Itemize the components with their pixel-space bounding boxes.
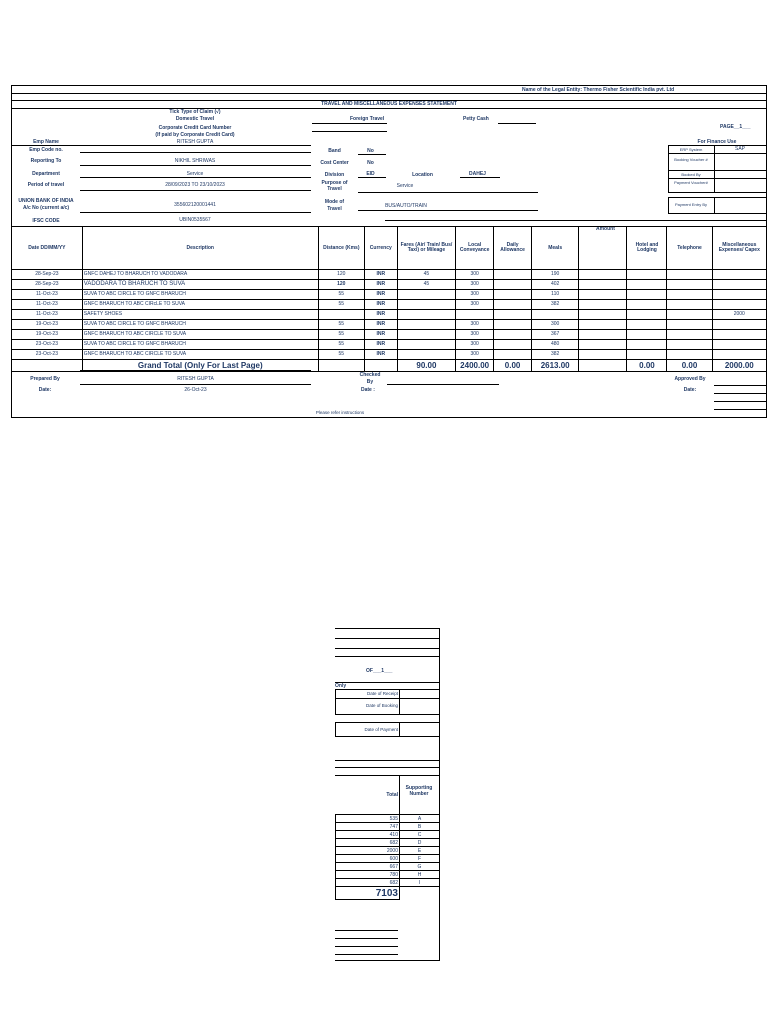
cell-date: 28-Sep-23 bbox=[12, 280, 83, 290]
cell-tel bbox=[667, 310, 712, 320]
cell-tel bbox=[667, 330, 712, 340]
supporting-number-label: Supporting Number bbox=[405, 785, 433, 797]
cell-cur: INR bbox=[364, 300, 397, 310]
account-value: 355602120001441 bbox=[174, 202, 216, 208]
cell-extra bbox=[579, 320, 627, 330]
summary-key: E bbox=[400, 847, 440, 855]
page-number: PAGE__1___ bbox=[720, 124, 751, 130]
band-value: No bbox=[367, 148, 374, 154]
cell-daily bbox=[494, 310, 532, 320]
column-header: Daily Allowance bbox=[494, 227, 532, 270]
cell-date: 11-Oct-23 bbox=[12, 290, 83, 300]
column-header: Distance (Kms) bbox=[318, 227, 364, 270]
band-label: Band bbox=[328, 148, 341, 154]
cell-cur: INR bbox=[364, 270, 397, 280]
empty-cell bbox=[364, 360, 397, 372]
cell-tel bbox=[667, 270, 712, 280]
summary-value: 682 bbox=[336, 879, 400, 887]
column-header bbox=[579, 227, 627, 270]
cell-date: 23-Oct-23 bbox=[12, 340, 83, 350]
only-label: Only bbox=[335, 683, 347, 689]
cell-fare bbox=[397, 300, 455, 310]
grand-total-label: Grand Total (Only For Last Page) bbox=[82, 360, 318, 372]
cell-hotel bbox=[627, 320, 667, 330]
payment-voucher-label: Payment Voucher# bbox=[674, 180, 708, 185]
cell-meals: 382 bbox=[532, 300, 579, 310]
summary-row bbox=[336, 871, 440, 879]
summary-value: 410 bbox=[336, 831, 400, 839]
summary-key: G bbox=[400, 863, 440, 871]
cell-meals: 382 bbox=[532, 350, 579, 360]
cell-tel bbox=[667, 350, 712, 360]
cell-local: 300 bbox=[456, 340, 494, 350]
cell-dist bbox=[318, 310, 364, 320]
column-header: Local Conveyance bbox=[456, 227, 494, 270]
total-telephone: 0.00 bbox=[667, 360, 712, 372]
cell-meals: 110 bbox=[532, 290, 579, 300]
cell-local: 300 bbox=[456, 280, 494, 290]
approved-by-label: Approved By bbox=[674, 376, 706, 382]
table-row bbox=[12, 330, 767, 340]
summary-key: C bbox=[400, 831, 440, 839]
cell-cur: INR bbox=[364, 280, 397, 290]
table-row bbox=[12, 310, 767, 320]
cell-dist: 55 bbox=[318, 290, 364, 300]
cell-meals: 402 bbox=[532, 280, 579, 290]
cell-cur: INR bbox=[364, 340, 397, 350]
booked-by-label: Booked By bbox=[681, 172, 701, 177]
of-page-label: OF___1___ bbox=[366, 668, 393, 674]
cell-fare bbox=[397, 290, 455, 300]
summary-value: 682 bbox=[336, 839, 400, 847]
cell-local: 300 bbox=[456, 270, 494, 280]
cell-extra bbox=[579, 350, 627, 360]
cell-tel bbox=[667, 280, 712, 290]
period-value: 28/09/2023 TO 23/10/2023 bbox=[165, 182, 225, 188]
instructions-note: Please refer instructions bbox=[315, 410, 365, 415]
cell-cur: INR bbox=[364, 350, 397, 360]
table-row bbox=[12, 290, 767, 300]
cell-hotel bbox=[627, 310, 667, 320]
cell-extra bbox=[579, 290, 627, 300]
cell-misc bbox=[712, 350, 766, 360]
summary-key: H bbox=[400, 871, 440, 879]
cell-date: 23-Oct-23 bbox=[12, 350, 83, 360]
table-row bbox=[12, 320, 767, 330]
reporting-to-value: NIKHIL SHRIWAS bbox=[174, 158, 216, 164]
cell-dist: 55 bbox=[318, 330, 364, 340]
cell-hotel bbox=[627, 350, 667, 360]
summary-row bbox=[336, 823, 440, 831]
cell-hotel bbox=[627, 340, 667, 350]
cell-meals: 190 bbox=[532, 270, 579, 280]
cell-misc bbox=[712, 290, 766, 300]
cell-fare bbox=[397, 320, 455, 330]
total-hotel: 0.00 bbox=[627, 360, 667, 372]
column-header: Currency bbox=[364, 227, 397, 270]
ifsc-value: UBIN0535567 bbox=[179, 217, 211, 223]
summary-key: I bbox=[400, 879, 440, 887]
cell-extra bbox=[579, 300, 627, 310]
summary-row bbox=[336, 815, 440, 823]
cell-extra bbox=[579, 270, 627, 280]
account-label: A/c No (current a/c) bbox=[22, 205, 70, 211]
cell-dist: 120 bbox=[318, 270, 364, 280]
cell-tel bbox=[667, 340, 712, 350]
total-fare: 90.00 bbox=[397, 360, 455, 372]
cell-daily bbox=[494, 330, 532, 340]
cell-local: 300 bbox=[456, 350, 494, 360]
cell-hotel bbox=[627, 300, 667, 310]
cell-local: 300 bbox=[456, 330, 494, 340]
cell-meals: 480 bbox=[532, 340, 579, 350]
division-value: EID bbox=[366, 171, 375, 177]
cell-desc: SUVA TO ABC CIRCLE TO GNFC BHARUCH bbox=[82, 320, 318, 330]
approved-date-label: Date: bbox=[683, 387, 697, 393]
summary-key: F bbox=[400, 855, 440, 863]
table-row bbox=[12, 300, 767, 310]
cell-daily bbox=[494, 280, 532, 290]
cost-center-value: No bbox=[367, 160, 374, 166]
summary-value: 2000 bbox=[336, 847, 400, 855]
cell-dist: 55 bbox=[318, 320, 364, 330]
emp-name-label: Emp Name bbox=[33, 139, 59, 145]
mode-label-2: Travel bbox=[327, 206, 342, 212]
summary-row bbox=[336, 863, 440, 871]
empty-cell bbox=[400, 887, 440, 900]
cell-desc: VADODARA TO BHARUCH TO SUVA bbox=[82, 280, 318, 290]
period-label: Period of travel bbox=[27, 182, 65, 188]
empty-cell bbox=[12, 360, 83, 372]
cell-local: 300 bbox=[456, 290, 494, 300]
summary-key: B bbox=[400, 823, 440, 831]
legal-entity: Name of the Legal Entity: Thermo Fisher Scientific India pvt. Ltd bbox=[522, 87, 675, 93]
emp-name-value: RITESH GUPTA bbox=[176, 139, 214, 145]
cell-misc bbox=[712, 300, 766, 310]
cost-center-label: Cost Center bbox=[320, 160, 349, 166]
petty-cash-label: Petty Cash bbox=[463, 116, 489, 122]
payment-entry-label: Payment Entry By bbox=[674, 202, 707, 207]
cell-desc: SAFETY SHOES bbox=[82, 310, 318, 320]
cell-misc bbox=[712, 330, 766, 340]
checked-date-label: Date : bbox=[361, 387, 375, 393]
cell-extra bbox=[579, 340, 627, 350]
summary-row bbox=[336, 831, 440, 839]
cell-meals: 300 bbox=[532, 320, 579, 330]
total-meals: 2613.00 bbox=[532, 360, 579, 372]
summary-value: 535 bbox=[336, 815, 400, 823]
erp-system-value: SAP bbox=[734, 146, 745, 152]
summary-total-row bbox=[336, 887, 440, 900]
cell-date: 11-Oct-23 bbox=[12, 310, 83, 320]
checked-by-label-2: By bbox=[366, 379, 374, 385]
amount-label: Amount bbox=[596, 226, 615, 232]
statement-title: TRAVEL AND MISCELLANEOUS EXPENSES STATEMENT bbox=[321, 101, 457, 107]
cell-daily bbox=[494, 270, 532, 280]
cell-daily bbox=[494, 300, 532, 310]
cell-fare: 45 bbox=[397, 280, 455, 290]
mode-label-1: Mode of bbox=[324, 199, 345, 205]
prepared-date-label: Date: bbox=[38, 387, 52, 393]
cell-dist: 55 bbox=[318, 350, 364, 360]
cell-tel bbox=[667, 300, 712, 310]
cell-local: 300 bbox=[456, 300, 494, 310]
cell-dist: 55 bbox=[318, 300, 364, 310]
reporting-to-label: Reporting To bbox=[30, 158, 62, 164]
department-value: Service bbox=[186, 171, 204, 177]
cell-daily bbox=[494, 340, 532, 350]
cell-misc bbox=[712, 320, 766, 330]
finance-use-label: For Finance Use bbox=[697, 139, 737, 145]
date-of-receipt-label: Date of Receipt bbox=[366, 691, 398, 696]
summary-value: 600 bbox=[336, 855, 400, 863]
cell-date: 28-Sep-23 bbox=[12, 270, 83, 280]
cell-date: 11-Oct-23 bbox=[12, 300, 83, 310]
cell-misc bbox=[712, 280, 766, 290]
empty-cell bbox=[318, 360, 364, 372]
cell-extra bbox=[579, 310, 627, 320]
table-row bbox=[12, 280, 767, 290]
cell-hotel bbox=[627, 290, 667, 300]
booking-voucher-label: Booking Voucher # bbox=[674, 157, 708, 162]
cell-daily bbox=[494, 320, 532, 330]
cell-desc: GNFC DAHEJ TO BHARUCH TO VADODARA bbox=[82, 270, 318, 280]
purpose-label-1: Purpose of bbox=[321, 180, 348, 186]
cell-cur: INR bbox=[364, 310, 397, 320]
foreign-travel-label: Foreign Travel bbox=[350, 116, 385, 122]
cell-extra bbox=[579, 280, 627, 290]
summary-row bbox=[336, 847, 440, 855]
table-row bbox=[12, 340, 767, 350]
summary-row bbox=[336, 855, 440, 863]
cell-hotel bbox=[627, 330, 667, 340]
cell-fare: 45 bbox=[397, 270, 455, 280]
cell-desc: GNFC BHARUCH TO ABC CIRcLE TO SUVA bbox=[82, 300, 318, 310]
cell-fare bbox=[397, 310, 455, 320]
cell-desc: SUVA TO ABC CIRCLE TO GNFC BHARUCH bbox=[82, 340, 318, 350]
empty-cell bbox=[579, 360, 627, 372]
summary-key: A bbox=[400, 815, 440, 823]
prepared-by-value: RITESH GUPTA bbox=[177, 376, 214, 382]
cell-fare bbox=[397, 330, 455, 340]
cell-desc: SUVA TO ABC CIRCLE TO GNFC BHARUCH bbox=[82, 290, 318, 300]
total-daily: 0.00 bbox=[494, 360, 532, 372]
cell-tel bbox=[667, 290, 712, 300]
purpose-value: Service bbox=[396, 183, 414, 189]
prepared-by-label: Prepared By bbox=[30, 376, 60, 382]
column-header: Date DD/MM/YY bbox=[12, 227, 83, 270]
corporate-card-note: (If paid by Corporate Credit Card) bbox=[155, 132, 235, 138]
total-misc: 2000.00 bbox=[712, 360, 766, 372]
summary-table bbox=[335, 814, 440, 900]
table-row bbox=[12, 350, 767, 360]
column-header: Fares (Air/ Train/ Bus/ Taxi) or Mileage bbox=[397, 227, 455, 270]
total-label: Total bbox=[386, 792, 398, 798]
expense-table bbox=[11, 226, 767, 372]
cell-cur: INR bbox=[364, 290, 397, 300]
location-label: Location bbox=[412, 172, 433, 178]
cell-desc: GNFC BHARUCH TO ABC CIRCLE TO SUVA bbox=[82, 330, 318, 340]
column-header: Miscellaneous Expenses/ Capex bbox=[712, 227, 766, 270]
summary-row bbox=[336, 879, 440, 887]
cell-dist: 55 bbox=[318, 340, 364, 350]
department-label: Department bbox=[32, 171, 60, 177]
table-row bbox=[12, 270, 767, 280]
total-local: 2400.00 bbox=[456, 360, 494, 372]
ifsc-label: IFSC CODE bbox=[32, 218, 60, 224]
table-header-row bbox=[12, 227, 767, 270]
cell-fare bbox=[397, 340, 455, 350]
cell-daily bbox=[494, 350, 532, 360]
cell-tel bbox=[667, 320, 712, 330]
summary-grand-total: 7103 bbox=[336, 887, 400, 900]
cell-hotel bbox=[627, 280, 667, 290]
checked-by-label-1: Checked bbox=[359, 372, 381, 378]
summary-row bbox=[336, 839, 440, 847]
cell-misc bbox=[712, 340, 766, 350]
cell-date: 19-Oct-23 bbox=[12, 330, 83, 340]
prepared-date-value: 26-Oct-23 bbox=[184, 387, 207, 393]
cell-meals bbox=[532, 310, 579, 320]
cell-local bbox=[456, 310, 494, 320]
domestic-travel-label: Domestic Travel bbox=[175, 116, 215, 122]
summary-value: 747 bbox=[336, 823, 400, 831]
summary-value: 780 bbox=[336, 871, 400, 879]
emp-code-label: Emp Code no. bbox=[29, 147, 63, 153]
division-label: Division bbox=[324, 172, 345, 178]
cell-fare bbox=[397, 350, 455, 360]
location-value: DAHEJ bbox=[469, 171, 486, 177]
summary-key: D bbox=[400, 839, 440, 847]
cell-meals: 367 bbox=[532, 330, 579, 340]
cell-local: 300 bbox=[456, 320, 494, 330]
bank-label: UNION BANK OF INDIA bbox=[18, 198, 74, 204]
summary-value: 667 bbox=[336, 863, 400, 871]
cell-extra bbox=[579, 330, 627, 340]
cell-misc: 2000 bbox=[712, 310, 766, 320]
cell-cur: INR bbox=[364, 330, 397, 340]
tick-type-label: Tick Type of Claim (√) bbox=[169, 109, 221, 115]
cell-desc: GNFC BHARUCH TO ABC CIRCLE TO SUVA bbox=[82, 350, 318, 360]
cell-hotel bbox=[627, 270, 667, 280]
column-header: Meals bbox=[532, 227, 579, 270]
date-of-booking-label: Date of Booking bbox=[365, 703, 398, 708]
cell-daily bbox=[494, 290, 532, 300]
cell-date: 19-Oct-23 bbox=[12, 320, 83, 330]
mode-value: BUS/AUTO/TRAIN bbox=[385, 203, 427, 209]
cell-cur: INR bbox=[364, 320, 397, 330]
cell-misc bbox=[712, 270, 766, 280]
purpose-label-2: Travel bbox=[327, 186, 342, 192]
erp-system-label: ERP System bbox=[679, 147, 703, 152]
column-header: Telephone bbox=[667, 227, 712, 270]
corporate-card-label: Corporate Credit Card Number bbox=[158, 125, 232, 131]
cell-dist: 120 bbox=[318, 280, 364, 290]
column-header: Hotel and Lodging bbox=[627, 227, 667, 270]
column-header: Description bbox=[82, 227, 318, 270]
date-of-payment-label: Date of Payment bbox=[364, 727, 398, 732]
